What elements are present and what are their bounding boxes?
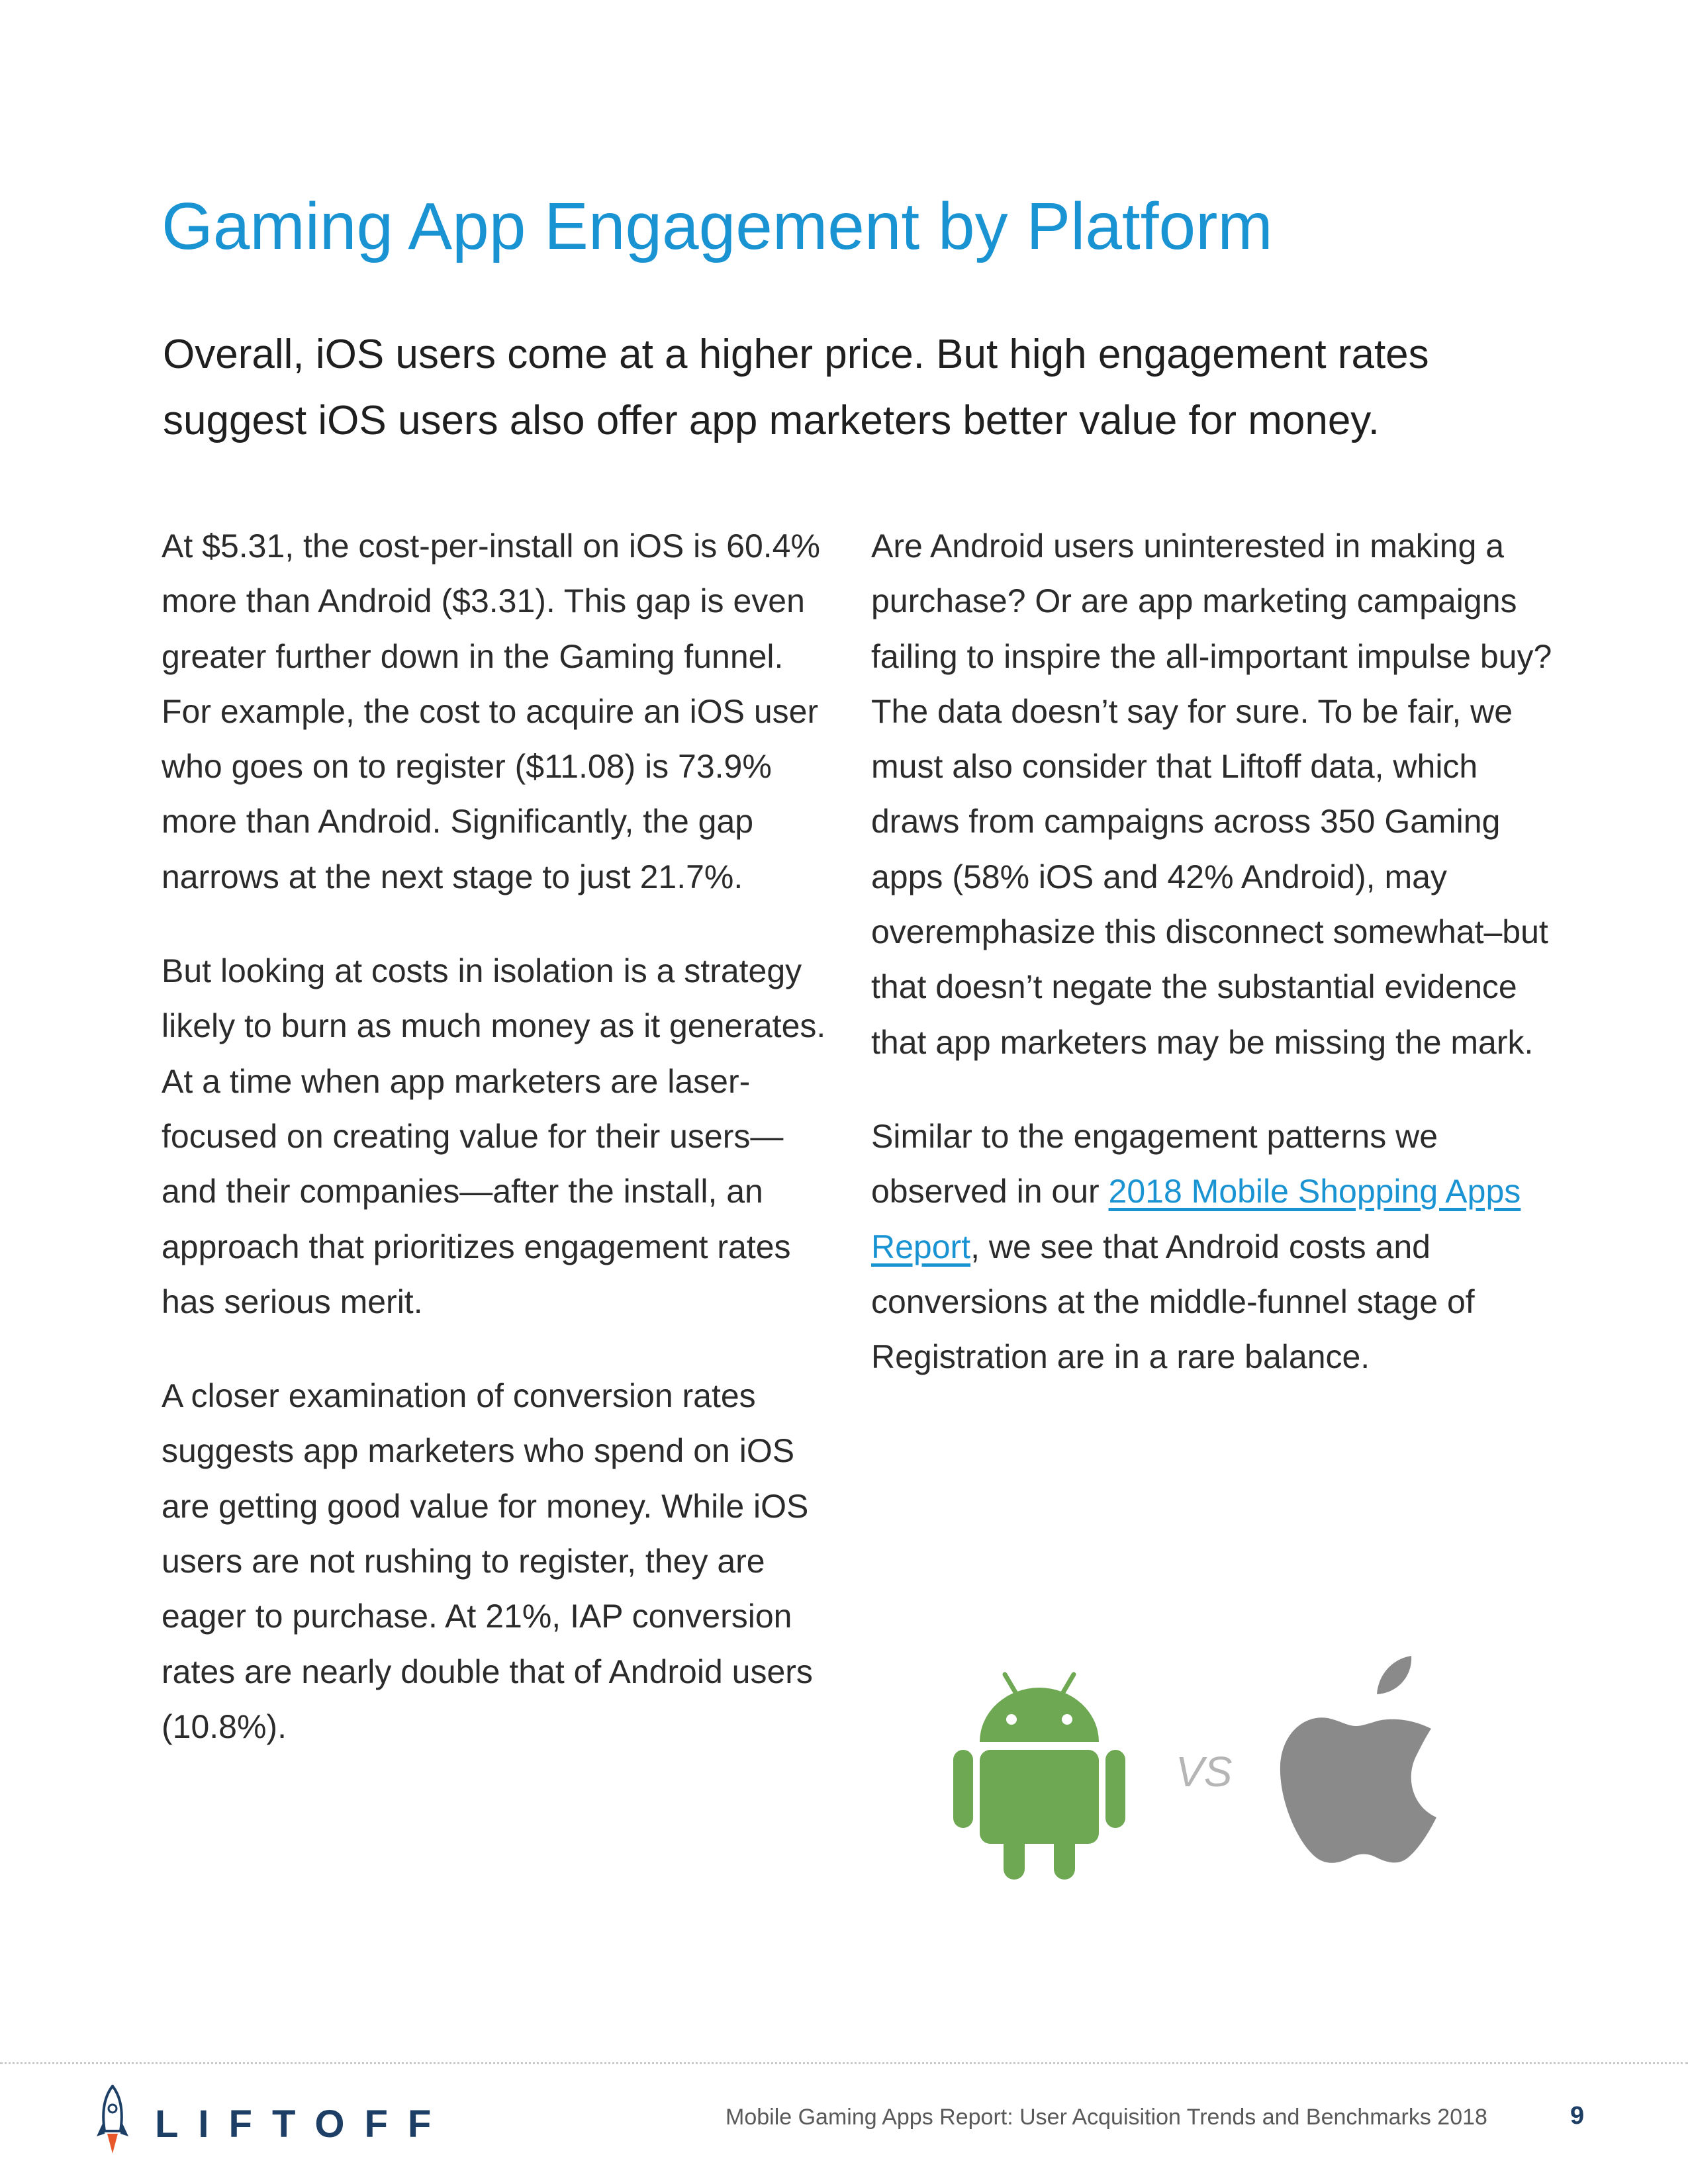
apple-icon: [1278, 1655, 1450, 1866]
right-paragraph-2-intro: Similar to the engagement patterns we observed in our: [871, 1117, 1438, 1210]
brand-wordmark: LIFTOFF: [155, 2103, 451, 2146]
page-number: 9: [1570, 2102, 1585, 2130]
left-paragraph-1: At $5.31, the cost-per-install on iOS is 60.4% more than Android ($3.31). This gap is even greater further down in the Gaming funnel. For example, the cost to acquire an iOS user who goes on to register ($11.08) is 73.9% more than Android. Significantly, the gap narrows at the next stage to just 21.7%.: [162, 527, 820, 895]
left-paragraph-2: But looking at costs in isolation is a strategy likely to burn as much money as it generates. At a time when app marketers are laser-focused on creating value for their users—and their companies—after the install, an approach that prioritizes engagement rates has serious merit.: [162, 952, 826, 1320]
rocket-icon: [93, 2085, 132, 2158]
right-column: [871, 519, 1573, 1385]
right-paragraph-2: [871, 1109, 1573, 1385]
liftoff-logo: [93, 2085, 451, 2158]
footer-report-title: Mobile Gaming Apps Report: User Acquisition Trends and Benchmarks 2018: [726, 2105, 1487, 2130]
shopping-report-link[interactable]: 2018 Mobile Shopping Apps Report: [871, 1173, 1521, 1265]
platform-comparison: [953, 1655, 1470, 1893]
left-paragraph-3: A closer examination of conversion rates suggests app marketers who spend on iOS are getting good value for money. While iOS users are not rushing to register, they are eager to purchase. At 21%, IAP conversion rates are nearly double that of Android users (10.8%).: [162, 1377, 813, 1745]
android-icon: [953, 1668, 1125, 1880]
footer-divider: [0, 2062, 1688, 2064]
vs-label: VS: [1176, 1748, 1233, 1796]
right-paragraph-2-rest: , we see that Android costs and conversions at the middle-funnel stage of Registration are in a rare balance.: [871, 1228, 1475, 1376]
page-title: Gaming App Engagement by Platform: [162, 189, 1273, 263]
left-column: [162, 519, 830, 1754]
right-paragraph-1: Are Android users uninterested in making a purchase? Or are app marketing campaigns failing to inspire the all-important impulse buy? The data doesn’t say for sure. To be fair, we must also consider that Liftoff data, which draws from campaigns across 350 Gaming apps (58% iOS and 42% Android), may overemphasize this disconnect somewhat–but that doesn’t negate the substantial evidence that app marketers may be missing the mark.: [871, 527, 1552, 1061]
page-subtitle: Overall, iOS users come at a higher price. But high engagement rates suggest iOS users also offer app marketers better value for money.: [163, 332, 1429, 443]
